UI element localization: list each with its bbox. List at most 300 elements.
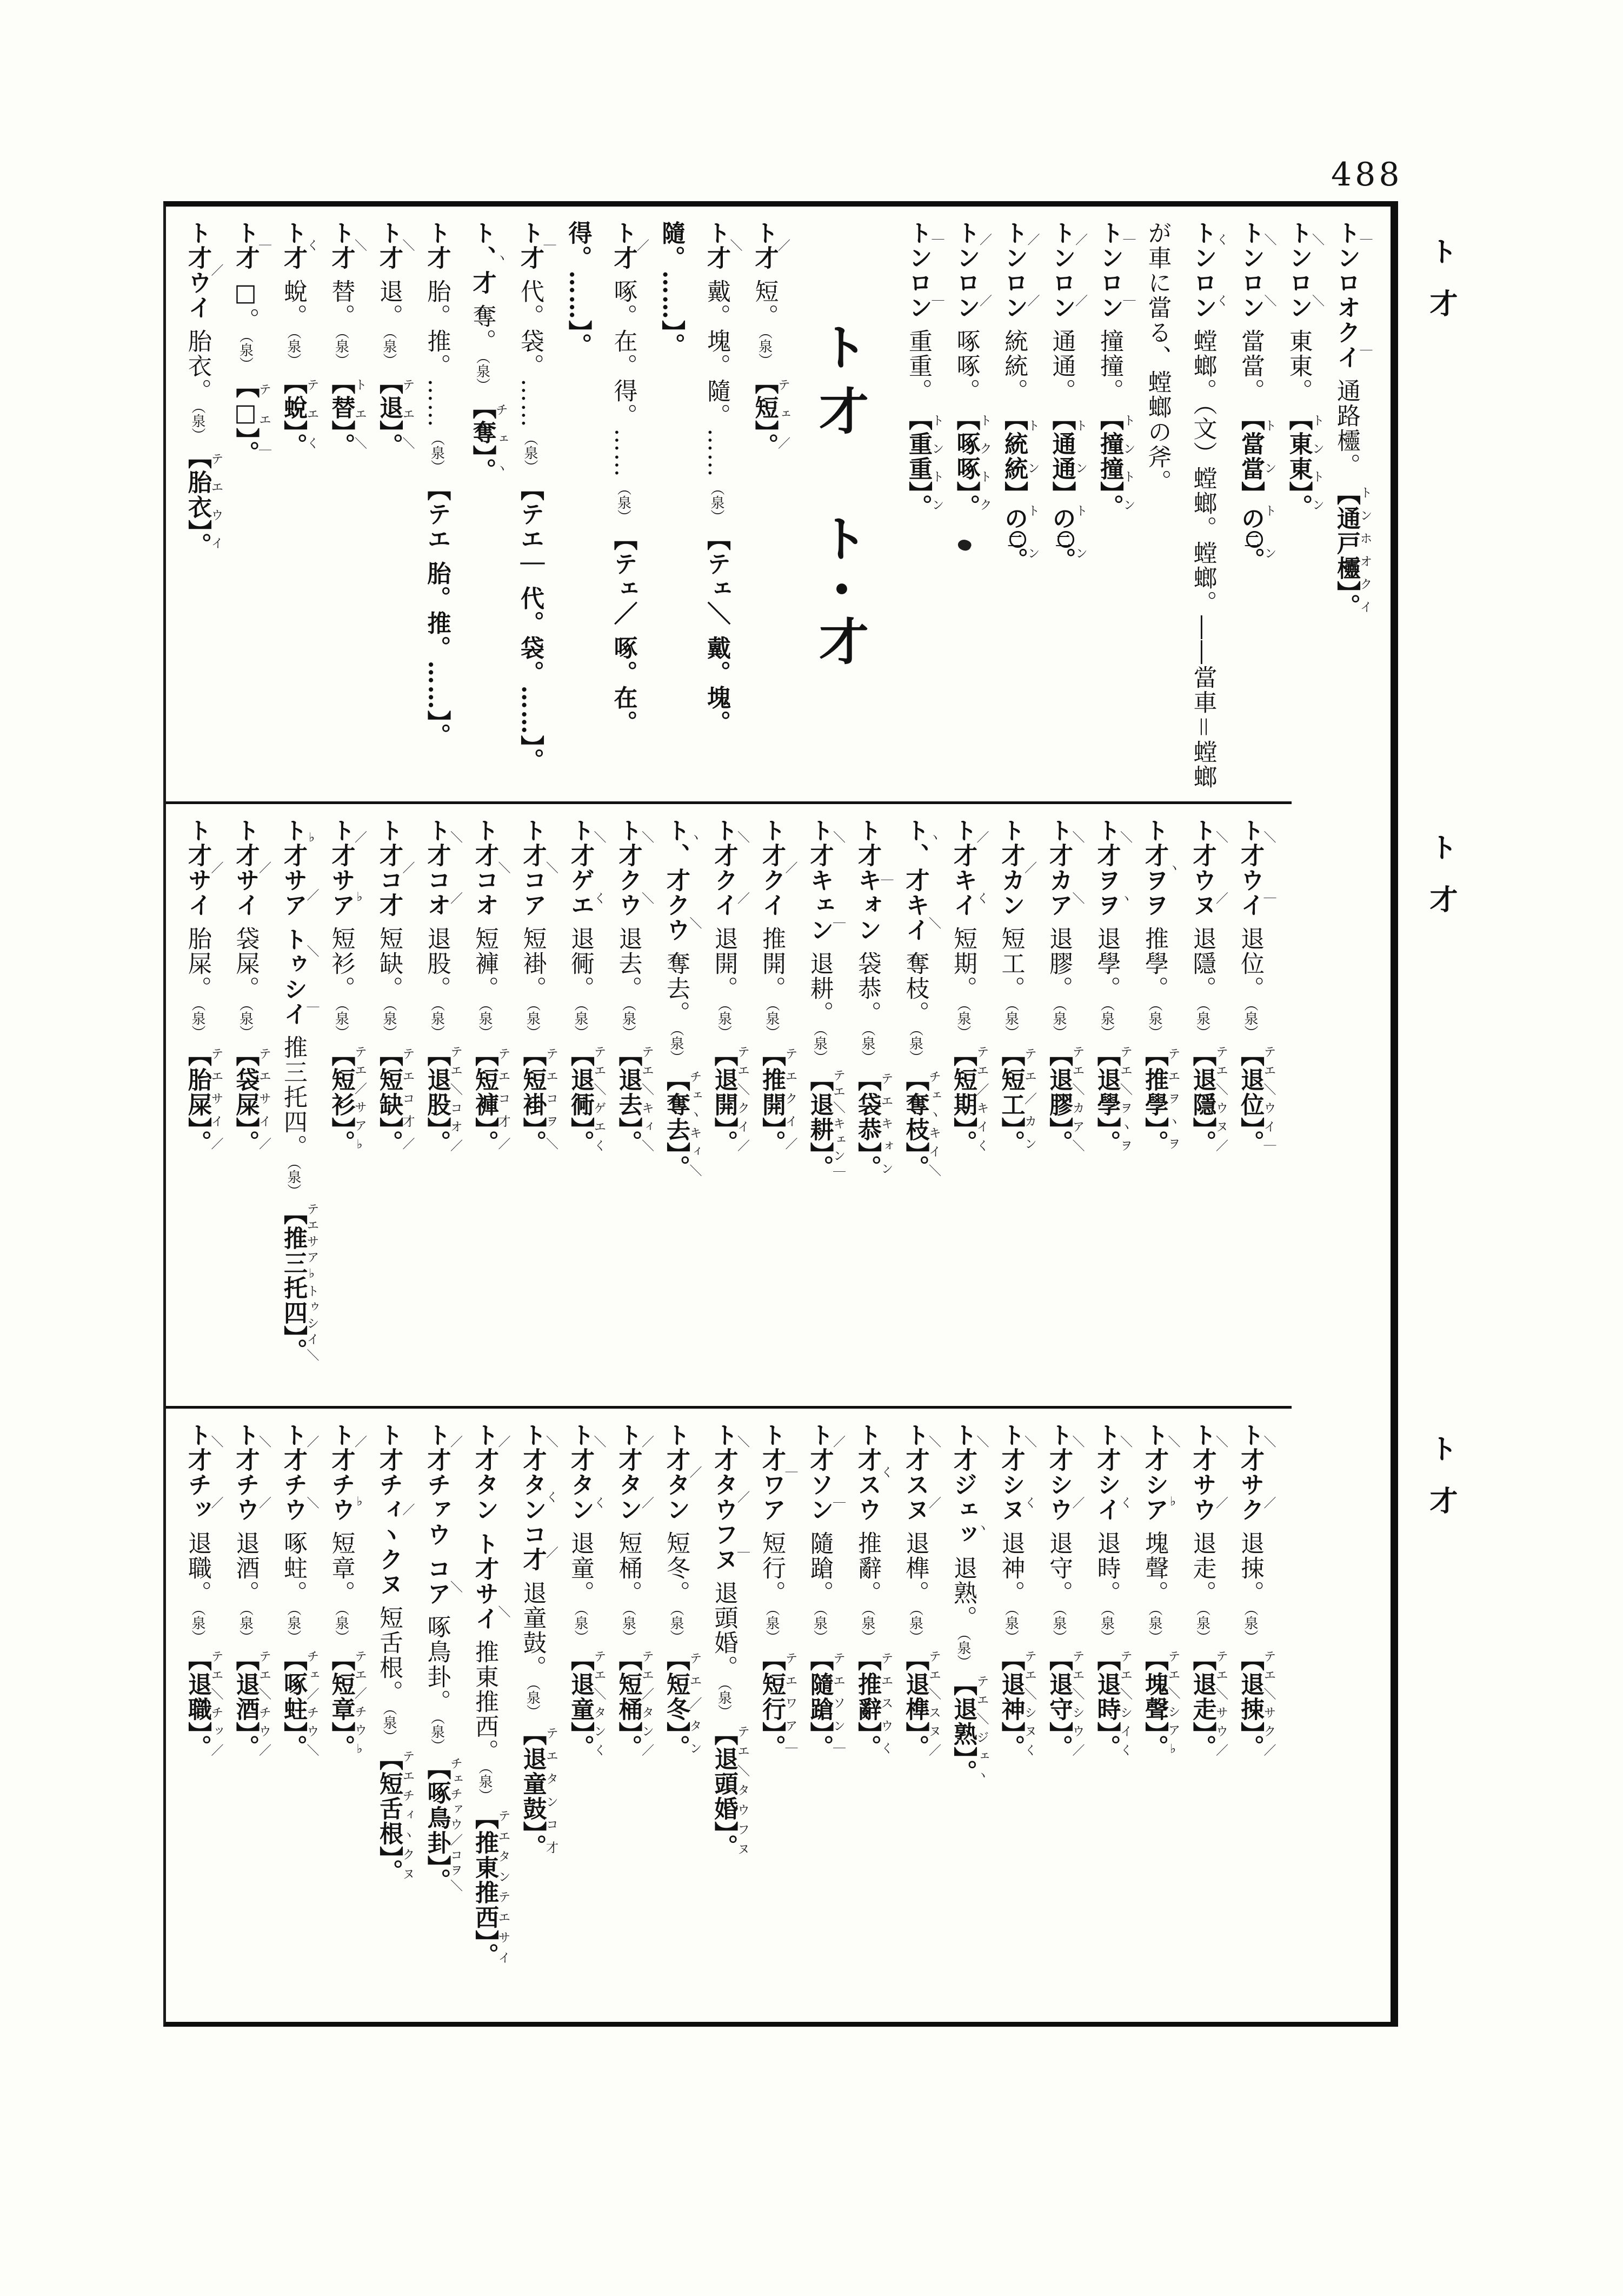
entry-bracket-form: 【重重】。トントン <box>904 407 944 519</box>
entry-source-marker: （泉） <box>524 1683 541 1718</box>
entry-furigana: テエコ才／ <box>496 1043 510 1155</box>
entry-bracket-form: 【短缺】。テエコ才／ <box>375 1043 415 1155</box>
dictionary-entry <box>510 1423 558 2014</box>
tone-marks: ＼／ <box>735 818 749 918</box>
entry-headword: ト才サア／♭ <box>327 818 367 918</box>
entry-source-marker: （泉） <box>428 432 445 474</box>
entry-headword: トンロン＼＼ <box>1285 221 1324 320</box>
entry-headword: ト才カア＼＼ <box>1045 818 1085 918</box>
entry-definition: 短衫。 <box>327 926 355 1001</box>
entry-source-marker: （泉） <box>572 1609 588 1644</box>
entry-furigana: テエ＼チウ／ <box>257 1647 271 1760</box>
entry-bracket-form: 【奪枝】。チェヽキイ＼ <box>901 1067 941 1180</box>
entry-furigana: テエ／チウ♭ <box>352 1647 367 1760</box>
entry-definition: 退童。 <box>567 1531 594 1605</box>
entry-definition: 退股。 <box>423 926 451 1001</box>
tone-marks: ＼＼ <box>1310 221 1324 320</box>
entry-bracket-form: 【通戸欞】。トンホオクイ <box>1333 481 1372 619</box>
dictionary-entry <box>318 221 367 796</box>
entry-headword: ト才シヌ＼く <box>997 1423 1036 1522</box>
entry-furigana: テエ＼タンく <box>591 1647 606 1760</box>
entry-furigana: テエ＼シア♭ <box>1166 1647 1180 1760</box>
entry-headword: トンロン＼＼ <box>1237 221 1276 320</box>
dictionary-entry <box>1036 818 1084 1401</box>
entry-headword: トンロン／／ <box>1000 221 1040 320</box>
tone-marks: ／♭ <box>352 818 367 918</box>
entry-definition: 啄啄。 <box>952 329 980 403</box>
entry-furigana: テエウイ <box>209 445 223 558</box>
entry-furigana: テエ＼キェン｜ <box>831 1067 845 1180</box>
dictionary-entry <box>270 818 318 1401</box>
entry-headword: ト、才ヽ <box>468 221 508 295</box>
entry-furigana: テエワア｜ <box>783 1647 797 1760</box>
entry-definition: 推辭。 <box>854 1531 881 1605</box>
entry-furigana: テエクイ／ <box>783 1043 797 1155</box>
entry-source-marker: （泉） <box>955 1634 971 1669</box>
entry-definition: 退捒。 <box>1236 1531 1264 1605</box>
dictionary-entry <box>557 1423 606 2014</box>
entry-definition: 東東。 <box>1285 329 1313 403</box>
tone-marks: ／ <box>776 221 790 270</box>
entry-headword: ト才シア＼♭ <box>1141 1423 1180 1522</box>
tone-marks: ｜｜ <box>929 221 944 320</box>
entry-bracket-form: 【退守】。テエ＼シウ／ <box>1045 1647 1085 1760</box>
dictionary-entry <box>893 1423 941 2014</box>
entry-headword: ト才サイ／ <box>184 818 223 918</box>
dictionary-entry <box>606 1423 654 2014</box>
entry-headword: ト才｜ <box>516 221 556 270</box>
entry-headword: ト才ジェッ＼ヽ <box>949 1423 989 1547</box>
entry-bracket-form: 【通通】の二。トントン <box>1048 407 1087 573</box>
entry-source-marker: （泉） <box>1242 1609 1258 1644</box>
entry-headword: ト才スヌ＼／ <box>901 1423 941 1522</box>
tone-marks: ヽ＼ <box>687 818 702 943</box>
entry-furigana: テエスウく <box>879 1647 893 1760</box>
entry-definition: 通通。 <box>1048 329 1076 403</box>
entry-headword: トンロンくく <box>1189 221 1228 320</box>
dictionary-entry <box>844 818 893 1401</box>
entry-bracket-form: 【袋恭】。テエキォン <box>854 1067 893 1180</box>
dictionary-entry <box>653 818 701 1401</box>
tone-marks: ＼ <box>352 221 367 270</box>
content-frame <box>163 201 1398 2027</box>
dictionary-entry <box>749 1423 797 2014</box>
entry-bracket-form: 【退】。テエ＼ <box>375 370 415 458</box>
dictionary-entry <box>555 221 649 796</box>
entry-headword: ト才ヲヲ＼ヽ <box>1093 818 1132 918</box>
tone-marks: ＼／ <box>257 1423 271 1522</box>
entry-bracket-form: 【替】。トエ＼ <box>327 370 367 458</box>
entry-headword: ト才コオ＼／ <box>423 818 462 918</box>
entry-bracket-form: 【退職】。テエ＼チッ／ <box>184 1647 223 1760</box>
tone-marks: ＼♭ <box>1166 1423 1180 1522</box>
dictionary-entry <box>366 221 414 796</box>
entry-headword: ト才サイ／ <box>231 818 271 918</box>
entry-definition: 退時。 <box>1093 1531 1121 1605</box>
entry-definition: 退。 <box>375 279 403 329</box>
entry-headword: ト才ソン／｜ <box>806 1423 845 1522</box>
entry-definition: 短褲。 <box>471 926 498 1001</box>
entry-bracket-form: 【啄啄】。トクトク <box>952 407 992 519</box>
tone-marks: ／ <box>209 221 223 320</box>
entry-furigana: チェヽキィ＼ <box>687 1067 702 1180</box>
entry-bracket-form: 【統統】の二。トントン <box>1000 407 1040 573</box>
tone-marks: ／く <box>974 818 989 918</box>
tone-marks: ｜｜ <box>1358 221 1372 370</box>
dictionary-entry <box>895 221 943 796</box>
entry-furigana: テエ＼スヌ／ <box>927 1647 941 1760</box>
dictionary-entry <box>318 1423 367 2014</box>
entry-furigana: テエく <box>304 370 319 458</box>
dictionary-entry <box>742 221 790 796</box>
entry-source-marker: （泉） <box>1050 1004 1067 1039</box>
entry-headword: ト才チィヽクヌ／ <box>375 1423 415 1597</box>
entry-source-marker: （泉） <box>572 1004 588 1039</box>
entry-furigana: テエ／サア♭ <box>352 1043 367 1155</box>
entry-furigana: テエ＼シヌく <box>1022 1647 1036 1760</box>
entry-definition: 退膠。 <box>1045 926 1073 1001</box>
entry-bracket-form: 【啄蛀】。チェ／チウ＼ <box>280 1647 319 1760</box>
entry-headword: ト才｜ <box>231 221 271 270</box>
dictionary-entry <box>1180 818 1228 1401</box>
entry-definition: 退神。 <box>997 1531 1025 1605</box>
entry-furigana: チェ／チウ＼ <box>304 1647 319 1760</box>
entry-headword: ト才ウヌ＼／ <box>1188 818 1228 918</box>
dictionary-entry <box>1227 818 1275 1401</box>
entry-bracket-form: 【當當】の二。トントン <box>1237 407 1276 573</box>
dictionary-entry <box>1039 221 1087 796</box>
entry-headword: ト才＼ <box>327 221 367 270</box>
entry-headword: ト才ウイ／ <box>184 221 223 320</box>
entry-headword: ト才クイ／ <box>758 818 797 918</box>
entry-headword: ト才チッ＼／ <box>184 1423 223 1522</box>
entry-furigana: テエ＼シウ／ <box>1070 1647 1085 1760</box>
entry-furigana: チェヽ <box>494 395 508 483</box>
entry-furigana: トントン <box>1073 407 1087 573</box>
entry-source-marker: （泉） <box>476 1004 493 1039</box>
tone-marks: ＼＼ <box>1262 221 1276 320</box>
tone-marks: ／ <box>635 221 649 270</box>
entry-headword: ト才チァウ コア／＼ <box>423 1423 462 1607</box>
entry-furigana: テエ＼コオ／ <box>448 1043 462 1155</box>
entry-source-marker: （泉） <box>332 332 349 367</box>
tone-marks: く <box>879 1423 893 1522</box>
entry-definition: 隨蹌。 <box>806 1531 834 1605</box>
entry-headword: トンロン｜｜ <box>904 221 944 320</box>
entry-definition: 撞撞。 <box>1096 329 1123 403</box>
entry-furigana: テエ／タン <box>687 1647 702 1760</box>
entry-source-marker: （泉） <box>811 1609 828 1644</box>
entry-headword: ト才＼ <box>703 221 742 270</box>
dictionary-entry <box>1180 1423 1228 2014</box>
entry-bracket-form: 【隨蹌】。テエソン｜ <box>806 1647 845 1760</box>
entry-source-marker: （泉） <box>1194 1609 1210 1644</box>
entry-furigana: テエ／タン／ <box>640 1647 654 1760</box>
tone-marks: ＼／ <box>209 1423 223 1522</box>
entry-source-marker: （泉） <box>756 332 773 367</box>
entry-headword: ト才／ <box>609 221 649 270</box>
entry-furigana: テエチィヽクヌ <box>400 1747 415 1884</box>
entry-headword: ト才キェン＼｜ <box>806 818 845 943</box>
dictionary-entry <box>893 818 941 1401</box>
tone-marks: ＼ <box>400 221 415 270</box>
entry-definition: 螳螂。（文）螳螂。螳螂。――當車＝螳螂が車に當る、螳螂の斧。 <box>1143 221 1217 789</box>
entry-bracket-form: 【蛻】。テエく <box>280 370 319 458</box>
entry-bracket-form: 【退神】。テエ＼シヌく <box>997 1647 1036 1760</box>
entry-headword: ト才く <box>280 221 319 270</box>
entry-headword: ト才クウ＼＼ <box>614 818 654 918</box>
entry-furigana: テエソン｜ <box>831 1647 845 1760</box>
entry-definition: 短。 <box>750 279 779 329</box>
entry-definition: 胎衣。 <box>184 329 211 403</box>
entry-furigana: テエ＼サク／ <box>1261 1647 1276 1760</box>
tone-marks: ＼く <box>591 818 606 918</box>
dictionary-entry <box>1036 1423 1084 2014</box>
dictionary-entry <box>1276 221 1324 796</box>
tone-marks: ／ <box>400 1423 415 1597</box>
entry-bracket-form: 【退學】。テエ＼ヲヽヲ <box>1093 1043 1132 1155</box>
tone-marks: ＼／ <box>1214 818 1228 918</box>
entry-definition: 啄。在。得。…… <box>609 279 637 478</box>
tone-marks: ＼ <box>728 221 742 270</box>
entry-bracket-form: 【短章】。テエ／チウ♭ <box>327 1647 367 1760</box>
entry-furigana: テエ＼ウイ｜ <box>1261 1043 1276 1155</box>
entry-bracket-form: 【胎衣】。テエウイ <box>184 445 223 558</box>
entry-bracket-form: 【塊聲】。テエ＼シア♭ <box>1141 1647 1180 1760</box>
entry-bracket-form: 【退隱】。テエ＼ウヌ／ <box>1188 1043 1228 1155</box>
entry-source-marker: （泉） <box>715 1004 732 1039</box>
entry-source-marker: （泉） <box>811 1029 828 1064</box>
entry-bracket-form: 【撞撞】。トントン <box>1096 407 1135 519</box>
entry-definition: 袋恭。 <box>854 951 881 1026</box>
tone-marks: く <box>304 221 319 270</box>
entry-furigana: テエ＼ジェヽ <box>974 1672 989 1784</box>
tone-marks: ｜｜ <box>1121 221 1135 320</box>
entry-headword: ト才タン＼く <box>567 1423 606 1522</box>
entry-definition: 退學。 <box>1093 926 1121 1001</box>
entry-furigana: テエ＼カア＼ <box>1070 1043 1085 1155</box>
entry-bracket-form: 【退去】。テエ＼キィ＼ <box>614 1043 654 1155</box>
dictionary-entry <box>1228 221 1276 796</box>
entry-definition: 戴。塊。隨。…… <box>703 279 730 478</box>
entry-definition: 啄鳥卦。 <box>423 1615 451 1715</box>
dictionary-entry <box>797 1423 845 2014</box>
entry-furigana: テエタンコ才 <box>544 1722 558 1859</box>
tone-marks: ／ <box>1022 818 1036 918</box>
entry-definition: 塊聲。 <box>1141 1531 1168 1605</box>
tone-marks: ／ <box>687 1423 702 1522</box>
entry-furigana: トントン <box>929 407 944 519</box>
entry-source-marker: （泉） <box>189 1004 205 1039</box>
entry-headword: ト才サア トゥシイ♭／＼｜ <box>280 818 319 1027</box>
tone-marks: ／＼ <box>304 1423 319 1522</box>
entry-source-marker: （泉） <box>955 1004 971 1039</box>
entry-furigana: テエキォン <box>879 1067 893 1180</box>
dictionary-entry <box>1132 818 1180 1401</box>
dictionary-entry <box>223 221 271 796</box>
entry-furigana: テエサイ／ <box>209 1043 223 1155</box>
entry-definition: 推三托四。 <box>280 1035 307 1160</box>
entry-bracket-form: 【退走】。テエ＼サウ／ <box>1188 1647 1228 1760</box>
entry-headword: ト才サウ＼／ <box>1188 1423 1228 1522</box>
entry-headword: ト才サク＼／ <box>1236 1423 1276 1522</box>
band-1 <box>166 207 1388 801</box>
dictionary-entry <box>462 818 510 1401</box>
entry-furigana: テエ＼タウフヌ <box>735 1722 749 1859</box>
dictionary-entry <box>653 1423 701 2014</box>
entry-definition: 蛻。 <box>280 279 307 329</box>
entry-furigana: テエ＼ <box>400 370 415 458</box>
dictionary-entry <box>1323 221 1372 796</box>
entry-definition: 退守。 <box>1045 1531 1073 1605</box>
entry-source-marker: （泉） <box>763 1609 780 1644</box>
entry-definition: 短缺。 <box>375 926 403 1001</box>
entry-source-marker: （泉） <box>189 407 205 442</box>
dictionary-entry <box>940 818 988 1401</box>
tone-marks: ／／ <box>640 1423 654 1522</box>
entry-furigana: テエ＼クイ／ <box>735 1043 749 1155</box>
entry-definition: 退去。 <box>614 926 642 1001</box>
tone-marks: ／ <box>209 818 223 918</box>
entry-source-marker: （泉） <box>522 432 538 474</box>
tone-marks: ＼く／ <box>544 1423 558 1572</box>
entry-headword: トンロオクイ｜｜ <box>1333 221 1372 370</box>
entry-bracket-form: 【退頭婚】。テエ＼タウフヌ <box>710 1722 749 1859</box>
entry-bracket-form: 【退熟】。テエ＼ジェヽ <box>949 1672 989 1784</box>
entry-bracket-form: 【短】。テェ／ <box>750 370 790 458</box>
entry-headword: ト才ゲエ＼く <box>567 818 606 918</box>
entry-furigana: トントン <box>1262 407 1276 573</box>
tone-marks: ／｜ <box>831 1423 845 1522</box>
tone-marks: ／／ <box>977 221 992 320</box>
entry-source-marker: （泉） <box>476 1767 493 1803</box>
entry-bracket-form: 【啄鳥卦】。チェチァウ／コヲ＼ <box>423 1756 462 1894</box>
entry-furigana: テエ＼ウヌ／ <box>1214 1043 1228 1155</box>
entry-headword: ト才タン／／ <box>614 1423 654 1522</box>
dictionary-entry <box>270 1423 318 2014</box>
entry-headword: ト才タン／ <box>662 1423 702 1522</box>
dictionary-entry <box>701 818 749 1401</box>
tone-marks: ｜ <box>879 818 893 943</box>
entry-source-marker: （泉） <box>332 1609 349 1644</box>
tone-marks: ＼＼ <box>1070 818 1085 918</box>
dictionary-entry <box>557 818 606 1401</box>
entry-headword: ト才タン ト才サイ／＼ <box>471 1423 510 1631</box>
entry-source-marker: （泉） <box>381 1004 397 1039</box>
tone-marks: ／＼ <box>496 1423 510 1631</box>
tone-marks: ＼／ <box>927 1423 941 1522</box>
entry-definition: 退衕。 <box>567 926 594 1001</box>
dictionary-entry <box>223 818 271 1401</box>
dictionary-entry <box>1132 1423 1180 2014</box>
page-number: 488 <box>1331 156 1403 194</box>
dictionary-entry <box>701 1423 749 2014</box>
dictionary-entry <box>223 1423 271 2014</box>
entry-headword: ト才＼ <box>375 221 415 270</box>
entry-definition: 短桶。 <box>614 1531 642 1605</box>
dictionary-entry <box>988 1423 1036 2014</box>
entry-source-marker: （泉） <box>1146 1609 1162 1644</box>
entry-source-marker: （泉） <box>428 1717 445 1753</box>
entry-bracket-form: 【テェ／ 啄。在。得。……】。 <box>564 221 637 735</box>
dictionary-entry <box>797 818 845 1401</box>
entry-furigana: テエタンテエサイ <box>496 1806 510 1968</box>
entry-source-marker: （泉） <box>237 336 254 371</box>
entry-furigana: テエコヲ＼ <box>544 1043 558 1155</box>
entry-definition: 短冬。 <box>662 1531 690 1605</box>
tone-marks: ＼＼ <box>640 818 654 918</box>
entry-headword: ト才タウフヌ＼／｜ <box>710 1423 749 1572</box>
dictionary-entry <box>1084 1423 1132 2014</box>
entry-bracket-form: 【退衕】。テエ＼ゲエく <box>567 1043 606 1155</box>
tone-marks: ＼／ <box>1214 1423 1228 1522</box>
entry-definition: 退酒。 <box>231 1531 260 1605</box>
entry-headword: ト才スウく <box>854 1423 893 1522</box>
entry-source-marker: （泉） <box>428 1004 445 1039</box>
tone-marks: ＼／ <box>448 818 462 918</box>
entry-source-marker: （泉） <box>332 1004 349 1039</box>
tone-marks: ＼／｜ <box>735 1423 749 1572</box>
entry-definition: 退童鼓。 <box>518 1581 547 1680</box>
entry-headword: ト才コア＼ <box>518 818 558 918</box>
entry-source-marker: （泉） <box>715 1683 732 1718</box>
dictionary-entry <box>749 818 797 1401</box>
dictionary-entry <box>414 818 462 1401</box>
dictionary-entry <box>366 1423 414 2014</box>
dictionary-entry <box>318 818 367 1401</box>
entry-furigana: トエ＼ <box>352 370 367 458</box>
dictionary-entry <box>991 221 1039 796</box>
entry-furigana: テエサア♭トゥシイ＼ <box>304 1201 319 1364</box>
entry-headword: ト才シウ＼／ <box>1045 1423 1085 1522</box>
entry-bracket-form: 【袋屎】。テエサイ／ <box>231 1043 271 1155</box>
dictionary-entry <box>462 1423 510 2014</box>
entry-bracket-form: 【奪】。チェヽ <box>468 395 508 483</box>
entry-source-marker: （泉） <box>615 481 631 523</box>
entry-source-marker: （泉） <box>668 1029 684 1064</box>
dictionary-entry <box>988 818 1036 1401</box>
entry-definition: □。 <box>231 279 260 333</box>
entry-furigana: テエ＼サウ／ <box>1214 1647 1228 1760</box>
dictionary-entry <box>414 1423 462 2014</box>
entry-definition: 袋屎。 <box>231 926 260 1001</box>
entry-bracket-form: 【推辭】。テエスウく <box>854 1647 893 1760</box>
entry-source-marker: （泉） <box>1002 1004 1019 1039</box>
entry-furigana: テエ／キイく <box>974 1043 989 1155</box>
entry-headword: ト才コオ＼ <box>471 818 510 918</box>
dictionary-entry <box>175 818 223 1401</box>
entry-definition: 退開。 <box>710 926 738 1001</box>
entry-source-marker: （泉） <box>237 1609 254 1644</box>
tone-marks: くく <box>1214 221 1228 320</box>
tone-marks: ｜ <box>541 221 556 270</box>
entry-definition: 代。袋。…… <box>516 279 544 428</box>
entry-bracket-form: 【短褲】。テエコ才／ <box>471 1043 510 1155</box>
entry-headword: ト、才キイヽ＼ <box>901 818 941 943</box>
entry-definition: 退隱。 <box>1188 926 1216 1001</box>
entry-definition: 奪去。 <box>662 951 690 1026</box>
section-header: ト才 ト･才 <box>811 321 869 679</box>
entry-bracket-form: 【推三托四】。テエサア♭トゥシイ＼ <box>280 1201 319 1364</box>
tone-marks: ＼ <box>544 818 558 918</box>
entry-bracket-form: 【短褂】。テエコヲ＼ <box>518 1043 558 1155</box>
entry-bracket-form: 【短工】。テエ／カン <box>997 1043 1036 1155</box>
entry-bracket-form: 【推開】。テエクイ／ <box>758 1043 797 1155</box>
entry-bracket-form: 【推東推西】。テエタンテエサイ <box>471 1806 510 1968</box>
entry-bracket-form: 【退位】。テエ＼ウイ｜ <box>1236 1043 1276 1155</box>
tone-marks: ＼く <box>591 1423 606 1522</box>
entry-headword: ト才ワア｜ <box>758 1423 797 1522</box>
